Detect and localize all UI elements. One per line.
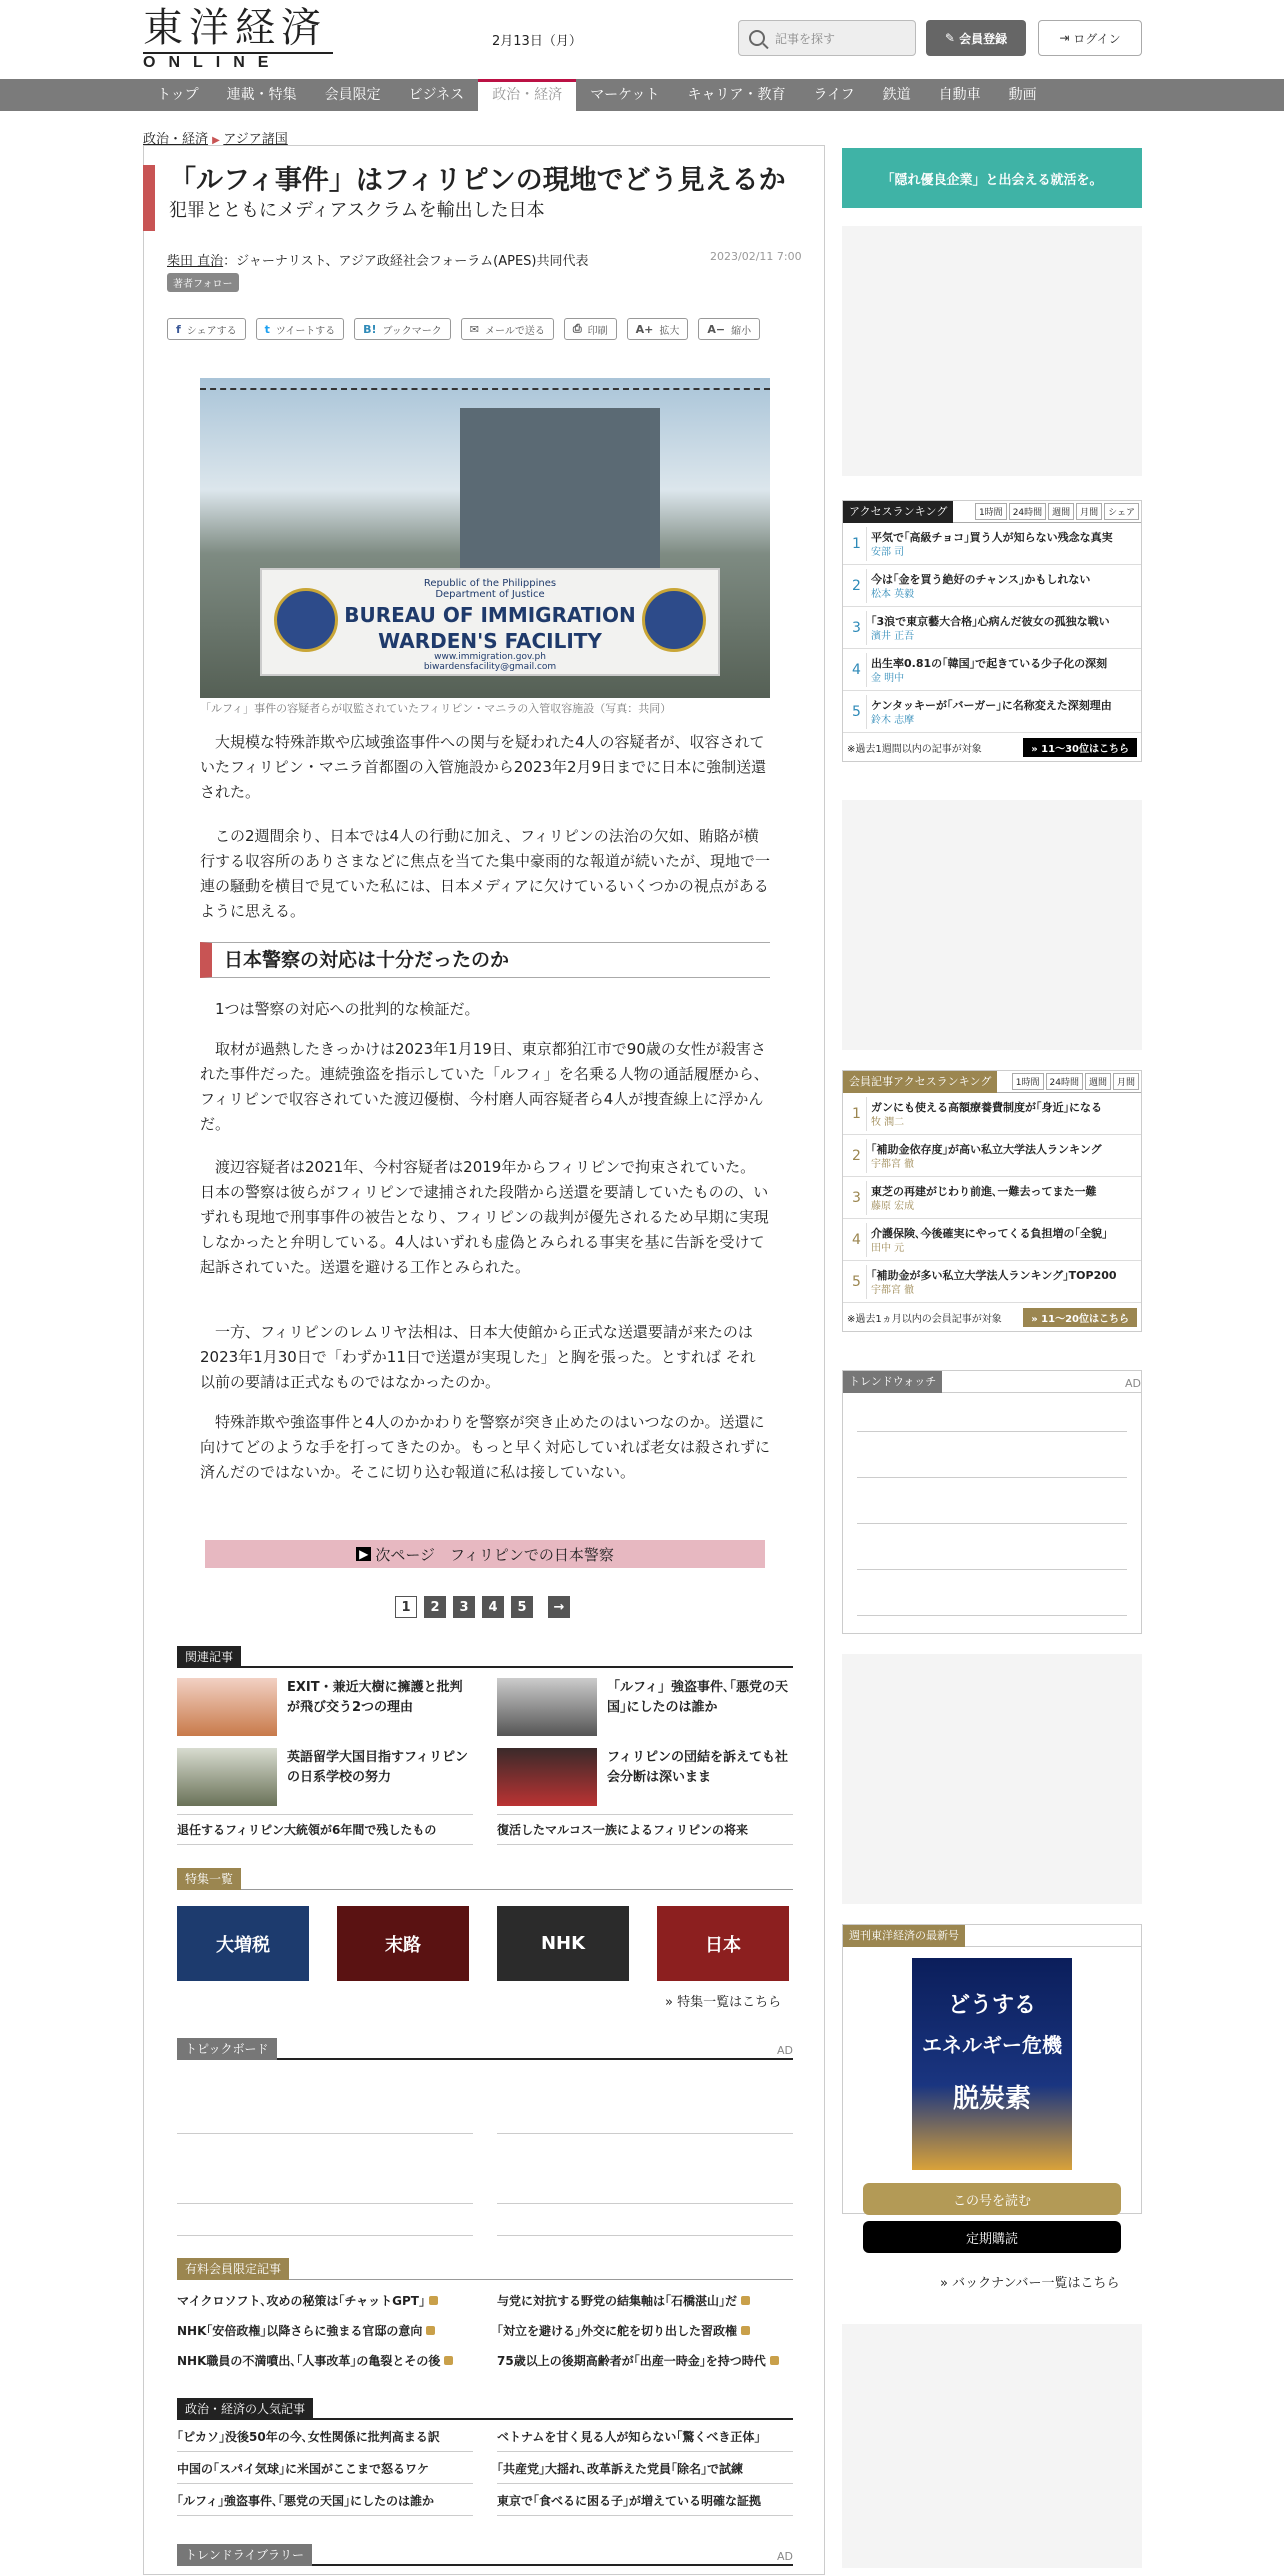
cover-title: どうする [947, 1993, 1036, 2018]
rank-author: 宇都宮 徹 [871, 1158, 915, 1170]
related-title: 英語留学大国目指すフィリピンの日系学校の努力 [287, 1750, 468, 1785]
ranking-header [843, 501, 1141, 523]
subscribe-button[interactable]: 定期購読 [863, 2221, 1121, 2253]
topic-board-heading [177, 2038, 793, 2060]
site-logo[interactable] [143, 6, 333, 70]
facebook-icon: f [176, 322, 181, 336]
rank-author: 濱井 正吾 [871, 630, 915, 642]
rank-author: 牧 潤二 [871, 1116, 905, 1128]
rank-number: 5 [847, 1265, 867, 1299]
related-title: EXIT・兼近大樹に擁護と批判が飛び交う2つの理由 [287, 1680, 463, 1715]
lock-icon [741, 2296, 750, 2305]
rank-number: 1 [847, 1097, 867, 1131]
nav-item-car[interactable]: 自動車 [938, 87, 981, 103]
share-label: 縮小 [731, 325, 752, 337]
login-icon: ⇥ [1059, 31, 1074, 45]
divider [497, 2203, 793, 2204]
paragraph-text: 特殊詐欺や強盗事件と4人のかかわりを警察が突き止めたのはいつなのか。送還に向けてどのような手を打ってきたのか。もっと早く対応していれば老女は殺されずに済んだのではないか。そこに切り込む報道に私は接していない。 [200, 1413, 771, 1481]
building [460, 408, 660, 568]
divider [857, 1431, 1127, 1432]
heading-label: 関連記事 [177, 1646, 241, 1668]
share-label: シェアする [186, 325, 237, 337]
ranking-more-link[interactable]: » 11～30位はこちら [1023, 738, 1137, 757]
sign-line: WARDEN'S FACILITY [378, 629, 602, 653]
ranking-title: 会員記事アクセスランキング [843, 1071, 997, 1093]
member-article-link[interactable] [177, 2346, 473, 2376]
related-article[interactable] [177, 1678, 473, 1742]
tab-1h[interactable]: 1時間 [1012, 1073, 1044, 1090]
pagination [395, 1596, 570, 1618]
ad-slot[interactable] [842, 800, 1142, 1050]
ranking-item[interactable] [843, 1093, 1141, 1135]
breadcrumb-arrow-icon: ▶ [212, 135, 224, 146]
ranking-item[interactable] [843, 691, 1141, 733]
divider [857, 1569, 1127, 1570]
breadcrumb-item[interactable]: アジア諸国 [223, 132, 288, 147]
sign-line: BUREAU OF IMMIGRATION [344, 603, 636, 627]
section-heading: 日本警察の対応は十分だったのか [200, 942, 770, 978]
rank-number: 2 [847, 569, 867, 603]
rank-title: ｢補助金が多い私立大学法人ランキング｣TOP200 [871, 1268, 1117, 1282]
related-article[interactable] [497, 1678, 793, 1742]
paragraph-text: 取材が過熱したきっかけは2023年1月19日、東京都狛江市で90歳の女性が殺害された事件だった。連続強盗を指示していた「ルフィ」を名乗る人物の通話履歴から、フィリピンで収容されていた渡辺優樹、今村磨人両容疑者ら4人が捜査線上に浮かんだ。 [200, 1040, 769, 1133]
rank-number: 2 [847, 1139, 867, 1173]
tab-share[interactable]: シェア [1104, 503, 1139, 520]
search-placeholder: 記事を探す [775, 31, 836, 46]
rank-title: ｢3浪で東京藝大合格｣心病んだ彼女の孤独な戦い [871, 614, 1110, 628]
rank-title: 出生率0.81の｢韓国｣で起きている少子化の深刻 [871, 656, 1108, 670]
rank-title: 介護保険､今後確実にやってくる負担増の｢全貌｣ [871, 1226, 1108, 1240]
facility-sign [260, 568, 720, 676]
heading-label: 特集一覧 [177, 1868, 241, 1890]
rank-author: 田中 元 [871, 1242, 905, 1254]
seal-icon [274, 588, 338, 652]
bookmark-button[interactable] [354, 318, 451, 340]
share-label: メールで送る [485, 325, 545, 337]
login-label: ログイン [1073, 31, 1121, 46]
features-heading [177, 1868, 793, 1890]
paragraph-text: 渡辺容疑者は2021年、今村容疑者は2019年からフィリピンで拘束されていた。日本の警察は彼らがフィリピンで逮捕された段階から送還を要請していたものの、いずれも現地で刑事事件の被告となり、フィリピンの裁判が優先されるため早期に実現しなかったと弁明している。4人はいずれも虚偽とみられる事実を基に告訴を受けて起訴されていた。送還を避ける工作とみられた。 [200, 1158, 769, 1276]
page-link[interactable]: 3 [453, 1596, 475, 1618]
logo-bottom: ONLINE [143, 52, 333, 72]
paragraph-text: この2週間余り、日本では4人の行動に加え、フィリピンの法治の欠如、賄賂が横行する収容所のありさまなどに焦点を当てた集中豪雨的な報道が続いたが、現地で一連の騒動を横目で見ていた私には、日本メディアに欠けているいくつかの視点があるように思える。 [200, 827, 771, 920]
lock-icon [741, 2326, 750, 2335]
members-heading [177, 2258, 793, 2280]
zoom-in-icon: A+ [635, 322, 654, 336]
print-button[interactable] [564, 318, 617, 340]
features-more-link[interactable] [665, 1991, 781, 2010]
sign-line: biwardensfacility@gmail.com [423, 662, 557, 672]
trend-watch [842, 1370, 1142, 1634]
member-article-link[interactable] [497, 2316, 793, 2346]
photo-caption: 「ルフィ」事件の容疑者らが収監されていたフィリピン・マニラの入管収容施設（写真：共同） [200, 702, 672, 715]
header-date: 2月13日（月） [492, 34, 582, 49]
popular-heading [177, 2398, 793, 2420]
related-link[interactable]: 復活したマルコス一族によるフィリピンの将来 [497, 1814, 793, 1845]
share-label: ツイートする [275, 325, 336, 337]
twitter-icon: t [264, 322, 270, 336]
rank-author: 藤原 宏成 [871, 1200, 915, 1212]
lock-icon [444, 2356, 453, 2365]
ranking-note: ※過去1週間以内の記事が対象 [847, 743, 982, 755]
page-link[interactable]: 5 [511, 1596, 533, 1618]
magazine-title: 週刊東洋経済の最新号 [843, 1925, 965, 1947]
paragraph [200, 1155, 770, 1280]
trend-library-heading [177, 2544, 793, 2566]
page-subtitle: 犯罪とともにメディアスクラムを輸出した日本 [169, 200, 545, 221]
paragraph-text: 一方、フィリピンのレムリヤ法相は、日本大使館から正式な送還要請が来たのは2023年1月30日で「わずか11日で送還が実現した」と胸を張った。とすれば それ以前の要請は正式なものではなかったのか。 [200, 1323, 756, 1391]
arrow-right-icon: ▶ [356, 1547, 371, 1561]
search-input[interactable] [738, 20, 916, 56]
divider [497, 2235, 793, 2236]
share-label: ブックマーク [382, 325, 442, 337]
rank-title: ケンタッキーが｢バーガー｣に名称変えた深刻理由 [871, 698, 1112, 712]
ad-label: AD [777, 2044, 793, 2057]
divider [497, 2133, 793, 2134]
author-role: ：ジャーナリスト、アジア政経社会フォーラム(APES)共同代表 [223, 254, 589, 269]
page-link[interactable]: 4 [482, 1596, 504, 1618]
divider [857, 1615, 1127, 1616]
global-nav [0, 79, 1284, 111]
rank-title: ｢補助金依存度｣が高い私立大学法人ランキング [871, 1142, 1102, 1156]
member-article-link[interactable] [177, 2316, 473, 2346]
ranking-item[interactable] [843, 649, 1141, 691]
link-text: マイクロソフト､攻めの秘策は｢チャットGPT｣ [177, 2294, 425, 2308]
read-issue-button[interactable]: この号を読む [863, 2183, 1121, 2215]
share-toolbar [167, 318, 760, 340]
page-title: 「ルフィ事件」はフィリピンの現地でどう見えるか [169, 165, 786, 196]
lock-icon [770, 2356, 779, 2365]
rank-number: 1 [847, 527, 867, 561]
link-text: NHK職員の不満噴出､｢人事改革｣の亀裂とその後 [177, 2354, 441, 2368]
ranking-more-link[interactable]: » 11～20位はこちら [1023, 1308, 1137, 1327]
seal-icon [642, 588, 706, 652]
member-article-link[interactable] [177, 2286, 473, 2316]
nav-item-politics-economy[interactable]: 政治・経済 [478, 79, 576, 111]
ad-slot[interactable] [842, 2324, 1142, 2568]
member-article-link[interactable] [497, 2346, 793, 2376]
link-text: ｢対立を避ける｣外交に舵を切り出した習政権 [497, 2324, 738, 2338]
lock-icon [426, 2326, 435, 2335]
rank-title: 今は｢金を買う絶好のチャンス｣かもしれない [871, 572, 1091, 586]
logo-top: 東洋経済 [143, 5, 327, 51]
search-icon [749, 30, 765, 46]
share-label: 印刷 [587, 325, 608, 337]
sign-line: www.immigration.gov.ph [434, 652, 546, 662]
related-title: フィリピンの団結を訴えても社会分断は深いまま [607, 1750, 788, 1785]
popular-article-link[interactable]: 中国の｢スパイ気球｣に米国がここまで怒るワケ [177, 2454, 473, 2484]
trend-watch-title: トレンドウォッチ [843, 1371, 942, 1393]
paragraph [200, 997, 770, 1022]
related-link[interactable]: 退任するフィリピン大統領が6年間で残したもの [177, 1814, 473, 1845]
double-chevron-icon: » [940, 2276, 953, 2291]
zoom-out-button[interactable] [698, 318, 760, 340]
breadcrumb-item[interactable]: 政治・経済 [143, 132, 209, 147]
ranking-item[interactable] [843, 523, 1141, 565]
heading-label: トピックボード [177, 2038, 277, 2060]
double-chevron-icon: » [665, 1995, 678, 2010]
feature-card[interactable]: 末路 [337, 1906, 469, 1981]
nav-item-career[interactable]: キャリア・教育 [687, 87, 786, 103]
nav-item-business[interactable]: ビジネス [408, 87, 465, 103]
tab-24h[interactable]: 24時間 [1009, 503, 1046, 520]
ranking-header [843, 1071, 1141, 1093]
related-article[interactable] [497, 1748, 793, 1812]
feature-card[interactable]: 大増税 [177, 1906, 309, 1981]
tab-monthly[interactable]: 月間 [1113, 1073, 1139, 1090]
thumbnail [497, 1678, 597, 1736]
paragraph [200, 824, 770, 924]
cover-subtitle: エネルギー危機 [922, 2033, 1062, 2057]
hatena-icon: B! [363, 322, 377, 336]
thumbnail [177, 1678, 277, 1736]
paragraph-text: 1つは警察の対応への批判的な検証だ。 [215, 1000, 480, 1018]
ad-slot[interactable] [842, 1654, 1142, 1904]
login-button[interactable] [1038, 20, 1142, 56]
rank-title: 東芝の再建がじわり前進､一難去ってまた一難 [871, 1184, 1097, 1198]
share-label: 拡大 [659, 325, 680, 337]
article-photo [200, 378, 770, 698]
feature-card[interactable]: NHK [497, 1906, 629, 1981]
publish-date: 2023/02/11 7:00 [710, 250, 802, 263]
nav-item-top[interactable]: トップ [157, 87, 199, 103]
rank-number: 4 [847, 653, 867, 687]
link-text: 75歳以上の後期高齢者が｢出産一時金｣を持つ時代 [497, 2354, 766, 2368]
related-article[interactable] [177, 1748, 473, 1812]
related-heading [177, 1646, 793, 1668]
ad-slot[interactable] [842, 226, 1142, 476]
popular-article-link[interactable]: ｢ピカソ｣没後50年の今､女性関係に批判高まる訳 [177, 2422, 473, 2452]
access-ranking [842, 500, 1142, 762]
author-follow-button[interactable]: 著者フォロー [167, 273, 239, 292]
paragraph [200, 1410, 770, 1485]
sign-line: Department of Justice [435, 589, 545, 600]
ad-label: AD [1125, 1377, 1141, 1390]
tab-weekly[interactable]: 週間 [1048, 503, 1074, 520]
register-button[interactable] [926, 20, 1026, 56]
next-page-arrow-icon[interactable]: → [548, 1596, 570, 1618]
ranking-item[interactable] [843, 565, 1141, 607]
nav-item-railway[interactable]: 鉄道 [882, 87, 911, 103]
member-article-link[interactable] [497, 2286, 793, 2316]
nav-item-series[interactable]: 連載・特集 [226, 87, 297, 103]
rank-number: 5 [847, 695, 867, 729]
page-link-current[interactable]: 1 [395, 1596, 417, 1618]
rank-title: 平気で｢高級チョコ｣買う人が知らない残念な真実 [871, 530, 1113, 544]
ranking-item[interactable] [843, 1261, 1141, 1303]
link-text: NHK｢安倍政権｣以降さらに強まる官邸の意向 [177, 2324, 423, 2338]
heading-label: 政治・経済の人気記事 [177, 2398, 313, 2420]
pencil-icon: ✎ [944, 31, 960, 45]
backnumber-label: バックナンバー一覧はこちら [952, 2276, 1120, 2291]
ad-label: AD [777, 2550, 793, 2563]
thumbnail [177, 1748, 277, 1806]
related-title: 「ルフィ」強盗事件､｢悪党の天国｣にしたのは誰か [607, 1680, 788, 1715]
next-page-label: 次ページ フィリピンでの日本警察 [375, 1545, 614, 1564]
magazine-cover[interactable] [912, 1958, 1072, 2170]
lock-icon [429, 2296, 438, 2305]
rank-author: 松本 英毅 [871, 588, 915, 600]
mail-icon: ✉ [469, 322, 480, 336]
print-icon: ⎙ [572, 322, 582, 335]
nav-item-video[interactable]: 動画 [1008, 87, 1037, 103]
paragraph [200, 730, 770, 805]
ranking-item[interactable] [843, 1135, 1141, 1177]
register-label: 会員登録 [959, 31, 1008, 46]
author-line [167, 250, 589, 269]
rank-number: 4 [847, 1223, 867, 1257]
tab-weekly[interactable]: 週間 [1085, 1073, 1111, 1090]
ranking-item[interactable] [843, 607, 1141, 649]
recruit-banner[interactable]: 「隠れ優良企業」と出会える就活を。 [842, 148, 1142, 208]
divider [177, 2203, 473, 2204]
nav-item-life[interactable]: ライフ [813, 87, 855, 103]
thumbnail [497, 1748, 597, 1806]
heading-label: 有料会員限定記事 [177, 2258, 289, 2280]
sign-line: Republic of the Philippines [423, 578, 557, 589]
divider [177, 2133, 473, 2134]
email-share-button[interactable] [461, 318, 554, 340]
feature-card[interactable]: 日本 [657, 1906, 789, 1981]
author-name[interactable]: 柴田 直治 [167, 254, 224, 269]
tab-24h[interactable]: 24時間 [1046, 1073, 1083, 1090]
popular-article-link[interactable]: ｢ルフィ｣強盗事件､｢悪党の天国｣にしたのは誰か [177, 2486, 473, 2516]
cover-subtitle: 脱炭素 [952, 2084, 1031, 2114]
paragraph-text: 大規模な特殊詐欺や広域強盗事件への関与を疑われた4人の容疑者が、収容されていたフィリピン・マニラ首都圏の入管施設から2023年2月9日までに日本に強制送還された。 [200, 733, 767, 801]
divider [177, 2235, 473, 2236]
popular-article-link[interactable]: ｢共産党｣大揺れ､改革訴えた党員｢除名｣で試練 [497, 2454, 793, 2484]
ranking-item[interactable] [843, 1219, 1141, 1261]
ranking-title: アクセスランキング [843, 501, 953, 523]
more-label: 特集一覧はこちら [677, 1995, 782, 2010]
rank-author: 安部 司 [871, 546, 905, 558]
next-page-link[interactable] [205, 1540, 765, 1568]
facebook-share-button[interactable] [167, 318, 246, 340]
popular-article-link[interactable]: 東京で｢食べるに困る子｣が増えている明確な証拠 [497, 2486, 793, 2516]
rank-number: 3 [847, 1181, 867, 1215]
member-ranking [842, 1070, 1142, 1332]
link-text: 与党に対抗する野党の結集軸は｢石橋湛山｣だ [497, 2294, 738, 2308]
article-header [143, 165, 823, 231]
rank-author: 鈴木 志摩 [871, 714, 915, 726]
page-link[interactable]: 2 [424, 1596, 446, 1618]
popular-article-link[interactable]: ベトナムを甘く見る人が知らない｢驚くべき正体｣ [497, 2422, 793, 2452]
rank-number: 3 [847, 611, 867, 645]
rank-title: ガンにも使える高額療養費制度が｢身近｣になる [871, 1100, 1102, 1114]
ranking-item[interactable] [843, 1177, 1141, 1219]
paragraph [200, 1037, 770, 1137]
rank-author: 金 明中 [871, 672, 905, 684]
nav-item-market[interactable]: マーケット [590, 87, 660, 103]
divider [857, 1523, 1127, 1524]
twitter-share-button[interactable] [256, 318, 344, 340]
rank-author: 宇都宮 徹 [871, 1284, 915, 1296]
nav-item-members[interactable]: 会員限定 [324, 87, 381, 103]
paragraph [200, 1320, 770, 1395]
ranking-note: ※過去1ヵ月以内の会員記事が対象 [847, 1313, 1002, 1325]
zoom-out-icon: A− [707, 322, 726, 336]
backnumber-link[interactable] [940, 2272, 1120, 2291]
tab-monthly[interactable]: 月間 [1076, 503, 1102, 520]
divider [857, 1477, 1127, 1478]
zoom-in-button[interactable] [627, 318, 689, 340]
tab-1h[interactable]: 1時間 [975, 503, 1007, 520]
heading-label: トレンドライブラリー [177, 2544, 312, 2566]
